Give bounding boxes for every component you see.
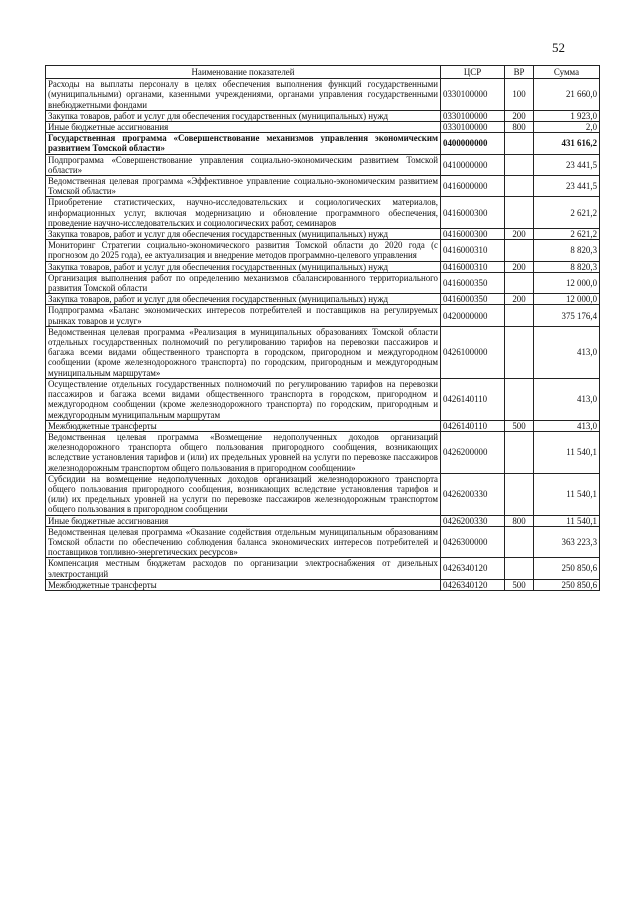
table-row: [46, 176, 600, 197]
table-row: [46, 122, 600, 133]
row-sum-cell: 413,0: [534, 326, 600, 378]
table-row: [46, 133, 600, 154]
row-vr-cell: [505, 305, 534, 326]
row-vr-cell: 500: [505, 420, 534, 431]
row-csr-cell: 0416000350: [441, 294, 505, 305]
row-name-cell: Иные бюджетные ассигнования: [46, 122, 441, 133]
row-sum-cell: 8 820,3: [534, 261, 600, 272]
table-row: [46, 154, 600, 175]
row-csr-cell: 0400000000: [441, 133, 505, 154]
row-csr-cell: 0426300000: [441, 526, 505, 558]
row-name-cell: Компенсация местным бюджетам расходов по организации электроснабжения от дизельных электростанций: [46, 558, 441, 579]
table-row: [46, 420, 600, 431]
row-sum-cell: 23 441,5: [534, 176, 600, 197]
row-vr-cell: 500: [505, 579, 534, 590]
row-vr-cell: [505, 154, 534, 175]
row-csr-cell: 0426200330: [441, 515, 505, 526]
row-csr-cell: 0426340120: [441, 579, 505, 590]
row-csr-cell: 0330100000: [441, 110, 505, 121]
row-csr-cell: 0420000000: [441, 305, 505, 326]
row-sum-cell: 11 540,1: [534, 473, 600, 515]
row-vr-cell: 200: [505, 110, 534, 121]
row-csr-cell: 0416000000: [441, 176, 505, 197]
table-row: [46, 272, 600, 293]
header-vr: ВР: [505, 66, 534, 79]
row-vr-cell: [505, 431, 534, 473]
row-name-cell: Закупка товаров, работ и услуг для обеспечения государственных (муниципальных) нужд: [46, 294, 441, 305]
row-sum-cell: 11 540,1: [534, 515, 600, 526]
table-row: [46, 515, 600, 526]
row-csr-cell: 0426140110: [441, 420, 505, 431]
row-sum-cell: 12 000,0: [534, 272, 600, 293]
row-sum-cell: 250 850,6: [534, 558, 600, 579]
row-csr-cell: 0426100000: [441, 326, 505, 378]
row-sum-cell: 23 441,5: [534, 154, 600, 175]
table-row: [46, 558, 600, 579]
row-sum-cell: 2 621,2: [534, 197, 600, 229]
row-vr-cell: 800: [505, 515, 534, 526]
row-csr-cell: 0426340120: [441, 558, 505, 579]
row-sum-cell: 12 000,0: [534, 294, 600, 305]
row-vr-cell: 200: [505, 294, 534, 305]
row-vr-cell: [505, 272, 534, 293]
row-csr-cell: 0330100000: [441, 79, 505, 111]
row-name-cell: Межбюджетные трансферты: [46, 579, 441, 590]
row-name-cell: Расходы на выплаты персоналу в целях обеспечения выполнения функций государственными (муниципальными) органами, казенными учреждениями, органами управления государственными внебюджетными фондами: [46, 79, 441, 111]
table-row: [46, 473, 600, 515]
row-sum-cell: 21 660,0: [534, 79, 600, 111]
table-row: [46, 579, 600, 590]
row-vr-cell: [505, 133, 534, 154]
row-name-cell: Государственная программа «Совершенствование механизмов управления экономическим развитием Томской области»: [46, 133, 441, 154]
row-name-cell: Подпрограмма «Совершенствование управления социально-экономическим развитием Томской области»: [46, 154, 441, 175]
table-row: [46, 229, 600, 240]
row-vr-cell: [505, 473, 534, 515]
row-name-cell: Ведомственная целевая программа «Возмещение недополученных доходов организаций железнодорожного транспорта общего пользования пригородного сообщения, возникающих вследствие установления тарифов и (или) их предельных уровней на услуги по перевозке пассажиров железнодорожным транспортом общего пользования в пригородном сообщении»: [46, 431, 441, 473]
row-csr-cell: 0330100000: [441, 122, 505, 133]
row-sum-cell: 431 616,2: [534, 133, 600, 154]
row-sum-cell: 11 540,1: [534, 431, 600, 473]
table-row: [46, 326, 600, 378]
table-row: [46, 110, 600, 121]
row-name-cell: Ведомственная целевая программа «Эффективное управление социально-экономическим развитием Томской области»: [46, 176, 441, 197]
row-csr-cell: 0410000000: [441, 154, 505, 175]
row-csr-cell: 0416000310: [441, 240, 505, 261]
row-vr-cell: [505, 526, 534, 558]
row-sum-cell: 413,0: [534, 420, 600, 431]
row-vr-cell: [505, 378, 534, 420]
table-row: [46, 240, 600, 261]
row-sum-cell: 413,0: [534, 378, 600, 420]
header-name: Наименование показателей: [46, 66, 441, 79]
row-name-cell: Ведомственная целевая программа «Реализация в муниципальных образованиях Томской области отдельных государственных полномочий по регулированию тарифов на перевозки пассажиров и багажа всеми видами общественного транспорта в городском, пригородном и междугородном сообщении (кроме железнодорожного транспорта) по городским, пригородным и междугородным муниципальным маршрутам»: [46, 326, 441, 378]
page-number: 52: [552, 40, 565, 55]
row-csr-cell: 0426140110: [441, 378, 505, 420]
table-row: [46, 526, 600, 558]
row-vr-cell: [505, 326, 534, 378]
row-vr-cell: [505, 176, 534, 197]
table-row: [46, 378, 600, 420]
table-row: [46, 261, 600, 272]
row-vr-cell: [505, 240, 534, 261]
table-row: [46, 294, 600, 305]
row-csr-cell: 0426200330: [441, 473, 505, 515]
row-csr-cell: 0416000350: [441, 272, 505, 293]
row-name-cell: Мониторинг Стратегии социально-экономического развития Томской области до 2020 года (с прогнозом до 2025 года), ее актуализация и внедрение методов программно-целевого управления: [46, 240, 441, 261]
row-name-cell: Закупка товаров, работ и услуг для обеспечения государственных (муниципальных) нужд: [46, 229, 441, 240]
row-sum-cell: 1 923,0: [534, 110, 600, 121]
row-name-cell: Иные бюджетные ассигнования: [46, 515, 441, 526]
table-row: [46, 305, 600, 326]
table-row: [46, 431, 600, 473]
row-sum-cell: 375 176,4: [534, 305, 600, 326]
row-sum-cell: 250 850,6: [534, 579, 600, 590]
row-name-cell: Закупка товаров, работ и услуг для обеспечения государственных (муниципальных) нужд: [46, 261, 441, 272]
row-vr-cell: 100: [505, 79, 534, 111]
row-name-cell: Организация выполнения работ по определению механизмов сбалансированного территориального развития Томской области: [46, 272, 441, 293]
row-vr-cell: [505, 197, 534, 229]
row-sum-cell: 8 820,3: [534, 240, 600, 261]
row-name-cell: Осуществление отдельных государственных полномочий по регулированию тарифов на перевозки пассажиров и багажа всеми видами общественного транспорта в городском, пригородном и междугородном сообщении (кроме железнодорожного транспорта) по городским, пригородным и междугородным муниципальным маршрутам: [46, 378, 441, 420]
row-name-cell: Приобретение статистических, научно-исследовательских и социологических материалов, информационных услуг, включая модернизацию и обновление программного обеспечения, проведение научно-исследовательских и социологических работ, семинаров: [46, 197, 441, 229]
table-header-row: [46, 66, 600, 79]
row-name-cell: Субсидии на возмещение недополученных доходов организаций железнодорожного транспорта общего пользования пригородного сообщения, возникающих вследствие установления тарифов и (или) их предельных уровней на услуги по перевозке пассажиров железнодорожным транспортом общего пользования в пригородном сообщении: [46, 473, 441, 515]
row-vr-cell: 200: [505, 261, 534, 272]
row-name-cell: Межбюджетные трансферты: [46, 420, 441, 431]
table-row: [46, 197, 600, 229]
row-vr-cell: [505, 558, 534, 579]
row-name-cell: Ведомственная целевая программа «Оказание содействия отдельным муниципальным образованиям Томской области по обеспечению соблюдения баланса экономических интересов потребителей и поставщиков топливно-энергетических ресурсов»: [46, 526, 441, 558]
budget-table: [45, 65, 600, 591]
row-name-cell: Подпрограмма «Баланс экономических интересов потребителей и поставщиков на регулируемых рынках товаров и услуг»: [46, 305, 441, 326]
row-csr-cell: 0426200000: [441, 431, 505, 473]
row-csr-cell: 0416000310: [441, 261, 505, 272]
row-sum-cell: 2,0: [534, 122, 600, 133]
header-sum: Сумма: [534, 66, 600, 79]
row-csr-cell: 0416000300: [441, 229, 505, 240]
row-sum-cell: 2 621,2: [534, 229, 600, 240]
row-name-cell: Закупка товаров, работ и услуг для обеспечения государственных (муниципальных) нужд: [46, 110, 441, 121]
header-csr: ЦСР: [441, 66, 505, 79]
row-vr-cell: 200: [505, 229, 534, 240]
row-csr-cell: 0416000300: [441, 197, 505, 229]
row-vr-cell: 800: [505, 122, 534, 133]
table-row: [46, 79, 600, 111]
row-sum-cell: 363 223,3: [534, 526, 600, 558]
